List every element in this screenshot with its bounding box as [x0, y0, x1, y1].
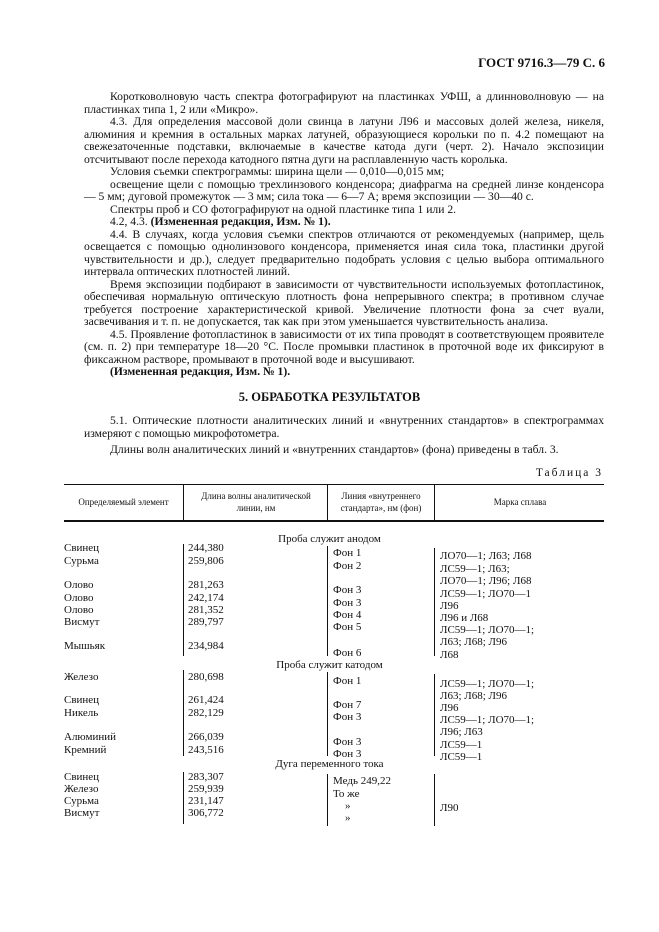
cell-standard: Фон 3 [333, 584, 362, 596]
cell-standard: Фон 7 [333, 699, 362, 711]
cell-standard: Фон 1 [333, 547, 362, 559]
cell-wavelength: 280,698 [188, 671, 224, 683]
cell-wavelength: 242,174 [188, 592, 224, 604]
section-title: 5. ОБРАБОТКА РЕЗУЛЬТАТОВ [238, 390, 421, 404]
cell-element: Олово [64, 604, 94, 616]
cell-wavelength: 259,939 [188, 783, 224, 795]
cell-grade: Л96; Л63 [440, 726, 483, 738]
column-divider [327, 672, 328, 756]
cell-element: Сурьма [64, 555, 99, 567]
cell-wavelength: 261,424 [188, 694, 224, 706]
paragraph: Длины волн аналитических линий и «внутренних стандартов» (фона) приведены в табл. 3. [110, 443, 559, 456]
header-divider [434, 484, 435, 520]
cell-standard: » [345, 812, 351, 824]
cell-element: Висмут [64, 807, 100, 819]
cell-grade: ЛО70—1; Л96; Л68 [440, 575, 532, 587]
column-header: Определяемый элемент [78, 497, 169, 507]
amendment-text: (Измененная редакция, Изм. № 1). [150, 215, 331, 228]
cell-element: Сурьма [64, 795, 99, 807]
cell-element: Кремний [64, 744, 107, 756]
paragraph: 4.4. В случаях, когда условия съемки спектров отличаются от рекомендуемых (например, щель освещается с помощью однолинзового конденсора, применяется иная сила тока, пластинки другой чувствительности и др.), следует предварительно подобрать условия с целью выбора оптимального интервала оптических плотностей линий. [84, 227, 604, 278]
section-5-text [84, 415, 604, 457]
cell-grade: Л63; Л68; Л96 [440, 636, 507, 648]
cell-element: Мышьяк [64, 640, 106, 652]
cell-standard: Фон 3 [333, 711, 362, 723]
table-header-border [64, 520, 604, 522]
cell-element: Свинец [64, 771, 100, 783]
paragraph: Условия съемки спектрограммы: ширина щели — 0,010—0,015 мм; [110, 165, 445, 178]
cell-standard: Фон 3 [333, 736, 362, 748]
paragraph: 4.3. Для определения массовой доли свинца в латуни Л96 и массовых долей железа, никеля, алюминия и кремния в остальных марках латуней, образующиеся корольки по п. 4.2 помещают на свежезаточенные подставки, включаемые в качестве катода дуги (черт. 2). Начало экспозиции отсчитывают после перехода катодного пятна дуги на расплавленную часть королька. [84, 115, 604, 166]
column-divider [183, 772, 184, 824]
cell-standard: Фон 1 [333, 675, 362, 687]
column-divider [434, 674, 435, 756]
cell-standard: Медь 249,22 [333, 775, 391, 787]
group-heading: Проба служит катодом [276, 659, 383, 671]
paragraph: 5.1. Оптические плотности аналитических линий и «внутренних стандартов» в спектрограммах измеряют с помощью микрофотометра. [84, 414, 604, 440]
cell-standard: Фон 2 [333, 560, 362, 572]
column-divider [183, 670, 184, 756]
group-heading: Дуга переменного тока [275, 758, 384, 770]
cell-grade: ЛС59—1; ЛО70—1; [440, 624, 535, 636]
cell-wavelength: 259,806 [188, 555, 224, 567]
column-divider [434, 774, 435, 826]
cell-wavelength: 231,147 [188, 795, 224, 807]
amendment-note: (Измененная редакция, Изм. № 1). [110, 365, 291, 378]
cell-grade: ЛС59—1; ЛО70—1; [440, 678, 535, 690]
cell-grade: ЛС59—1 [440, 751, 483, 763]
cell-grade: ЛО70—1; Л63; Л68 [440, 550, 532, 562]
column-divider [183, 544, 184, 656]
column-header: Линия «внутреннего стандарта», нм (фон) [340, 491, 422, 513]
cell-grade: ЛС59—1 [440, 739, 483, 751]
paragraph: Спектры проб и СО фотографируют на одной пластинке типа 1 или 2. [110, 202, 457, 216]
cell-element: Железо [64, 671, 99, 683]
cell-grade: Л96 [440, 600, 459, 612]
cell-wavelength: 243,516 [188, 744, 224, 756]
cell-standard: » [345, 800, 351, 812]
cell-element: Висмут [64, 616, 100, 628]
cell-grade: Л90 [440, 802, 459, 814]
column-divider [327, 546, 328, 656]
cell-wavelength: 266,039 [188, 731, 224, 743]
cell-grade: ЛС59—1; ЛО70—1; [440, 714, 535, 726]
column-divider [434, 548, 435, 656]
cell-element: Свинец [64, 694, 100, 706]
cell-element: Олово [64, 592, 94, 604]
header-divider [183, 484, 184, 520]
group-heading: Проба служит анодом [278, 533, 381, 545]
header-divider [327, 484, 328, 520]
cell-grade: ЛС59—1; ЛО70—1 [440, 588, 532, 600]
cell-grade: ЛС59—1; Л63; [440, 563, 510, 575]
column-header: Длина волны аналитической линии, нм [201, 491, 311, 513]
cell-element: Никель [64, 707, 99, 719]
cell-element: Алюминий [64, 731, 117, 743]
cell-element: Свинец [64, 542, 100, 554]
cell-wavelength: 289,797 [188, 616, 224, 628]
cell-element: Железо [64, 783, 99, 795]
paragraph: 4.5. Проявление фотопластинок в зависимости от их типа проводят в соответствующем проявителе (см. п. 2) при температуре 18—20 °С. После промывки пластинок в проточной воде их фиксируют в фиксажном растворе, промывают в проточной воде и высушивают. [84, 327, 604, 366]
cell-grade: Л63; Л68; Л96 [440, 690, 507, 702]
cell-wavelength: 244,380 [188, 542, 224, 554]
section-4-text [84, 91, 604, 379]
cell-element: Олово [64, 579, 94, 591]
cell-standard: Фон 3 [333, 597, 362, 609]
cell-wavelength: 281,263 [188, 579, 224, 591]
column-header: Марка сплава [493, 497, 547, 507]
cell-wavelength: 234,984 [188, 640, 224, 652]
cell-standard: Фон 5 [333, 621, 362, 633]
cell-standard: То же [333, 788, 360, 800]
cell-standard: Фон 6 [333, 647, 362, 659]
page-header: ГОСТ 9716.3—79 С. 6 [478, 55, 605, 70]
cell-standard: Фон 3 [333, 748, 362, 760]
cell-grade: Л96 и Л68 [440, 612, 489, 624]
amendment-note [84, 216, 604, 229]
table-top-border [64, 484, 604, 485]
cell-grade: Л96 [440, 702, 459, 714]
paragraph: Коротковолновую часть спектра фотографируют на пластинках УФШ, а длинноволновую — на пластинках типа 1, 2 или «Микро». [84, 90, 604, 116]
amendment-prefix: 4.2, 4.3. [110, 215, 151, 228]
cell-standard: Фон 4 [333, 609, 362, 621]
paragraph: освещение щели с помощью трехлинзового конденсора; диафрагма на средней линзе конденсора — 5 мм; дуговой промежуток — 3 мм; сила тока — 6—7 А; время экспозиции — 30—40 с. [84, 177, 604, 203]
cell-grade: Л68 [440, 649, 459, 661]
cell-wavelength: 281,352 [188, 604, 224, 616]
cell-wavelength: 306,772 [188, 807, 224, 819]
column-divider [327, 774, 328, 826]
cell-wavelength: 283,307 [188, 771, 224, 783]
paragraph: Время экспозиции подбирают в зависимости от чувствительности используемых фотопластинок, обеспечивая нормальную оптическую плотность фона непрерывного спектра; в противном случае требуется построение характеристической кривой. Увеличение плотности фона за счет вуали, засвечивания и т. п. не допускается, так как при этом уменьшается чувствительность анализа. [84, 277, 604, 328]
cell-wavelength: 282,129 [188, 707, 224, 719]
table-caption: Таблица 3 [535, 467, 603, 479]
